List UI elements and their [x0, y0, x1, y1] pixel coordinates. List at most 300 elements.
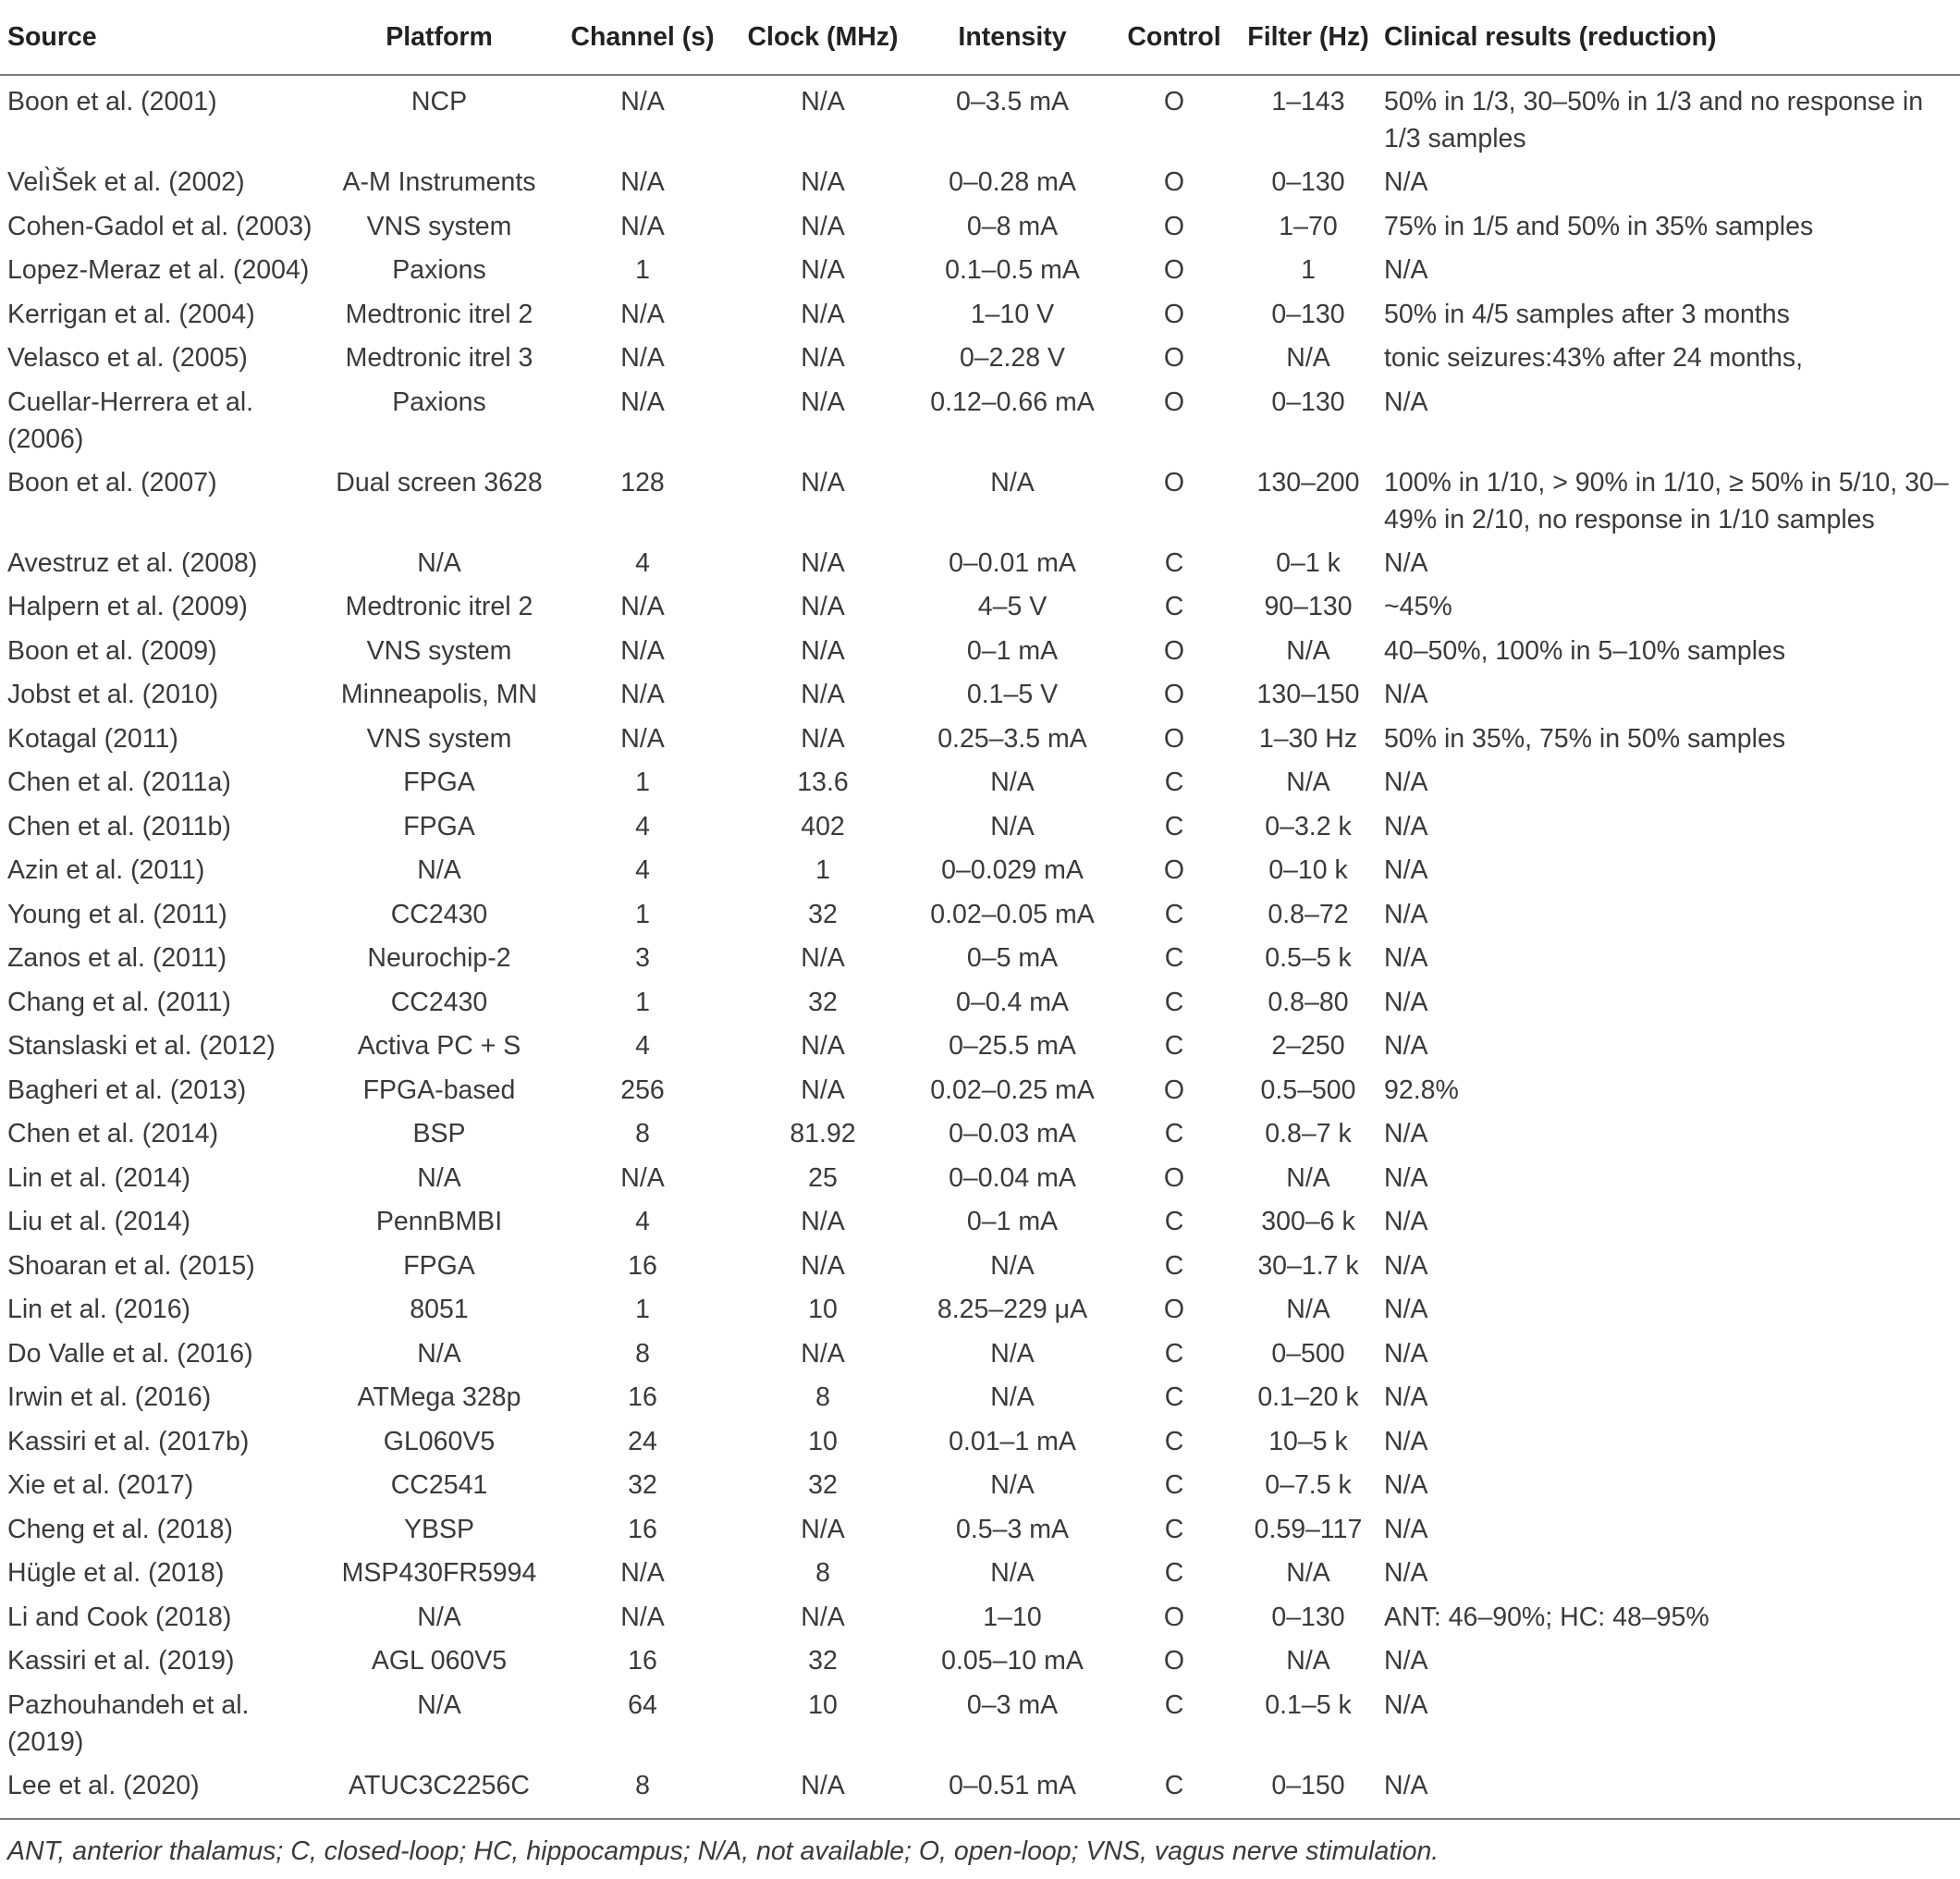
cell-intensity: 0–8 mA	[966, 211, 1059, 241]
cell-filter: 0.5–5 k	[1265, 943, 1352, 973]
cell-source: Kerrigan et al. (2004)	[7, 299, 255, 329]
cell-control: C	[1164, 1514, 1184, 1544]
cell-channel: 16	[628, 1646, 657, 1676]
cell-platform: VNS system	[366, 635, 512, 666]
cell-control: C	[1164, 1250, 1184, 1281]
cell-source: Avestruz et al. (2008)	[7, 547, 258, 578]
cell-control: O	[1163, 87, 1185, 117]
cell-intensity: 4–5 V	[977, 592, 1047, 621]
cell-control: C	[1164, 1338, 1184, 1369]
header-row	[0, 0, 1960, 75]
table-row	[0, 940, 1960, 984]
cell-channel: N/A	[620, 167, 665, 197]
cell-platform: N/A	[417, 1602, 461, 1632]
cell-filter: 0–130	[1271, 387, 1345, 417]
table-row	[0, 384, 1960, 464]
cell-control: O	[1163, 855, 1185, 885]
cell-filter: 0.5–500	[1260, 1075, 1356, 1105]
cell-clock: N/A	[801, 87, 845, 117]
cell-channel: N/A	[620, 299, 665, 329]
cell-intensity: N/A	[990, 1250, 1035, 1281]
table-body	[0, 75, 1960, 1819]
cell-source: Kotagal (2011)	[7, 723, 178, 754]
cell-source: Lin et al. (2014)	[7, 1162, 191, 1193]
table-row	[0, 984, 1960, 1028]
cell-filter: 30–1.7 k	[1257, 1250, 1359, 1281]
table-row	[0, 1247, 1960, 1292]
cell-channel: 24	[628, 1426, 657, 1456]
cell-source: Irwin et al. (2016)	[7, 1382, 212, 1412]
cell-source: Pazhouhandeh et al. (2019)	[7, 1689, 250, 1757]
cell-platform: CC2430	[390, 987, 488, 1017]
cell-platform: 8051	[410, 1295, 469, 1324]
cell-clock: 8	[815, 1382, 830, 1412]
cell-filter: 130–200	[1256, 467, 1360, 497]
cell-clinical-results: N/A	[1384, 768, 1428, 797]
cell-clock: 25	[808, 1162, 838, 1193]
cell-intensity: 0.5–3 mA	[956, 1514, 1069, 1544]
cell-source: Cuellar-Herrera et al. (2006)	[7, 387, 254, 454]
cell-clinical-results: N/A	[1384, 1689, 1428, 1720]
cell-control: O	[1163, 1075, 1185, 1105]
cell-channel: N/A	[620, 723, 665, 754]
cell-intensity: N/A	[990, 1558, 1035, 1588]
cell-clock: N/A	[801, 255, 845, 285]
cell-filter: N/A	[1286, 768, 1330, 797]
cell-source: Hügle et al. (2018)	[7, 1558, 225, 1588]
cell-platform: CC2541	[390, 1470, 488, 1500]
cell-channel: 8	[635, 1338, 650, 1369]
cell-source: Lin et al. (2016)	[7, 1295, 191, 1324]
cell-clock: N/A	[801, 299, 845, 329]
cell-source: Bagheri et al. (2013)	[7, 1075, 247, 1105]
cell-channel: 1	[635, 1295, 650, 1324]
cell-filter: 1–143	[1271, 87, 1345, 117]
cell-source: Young et al. (2011)	[7, 899, 227, 929]
cell-clock: 1	[815, 855, 830, 885]
cell-channel: N/A	[620, 680, 665, 709]
cell-channel: 1	[635, 987, 650, 1017]
cell-channel: N/A	[620, 1602, 665, 1632]
cell-filter: 0.8–80	[1268, 987, 1349, 1017]
cell-clock: 10	[808, 1295, 838, 1324]
cell-channel: N/A	[620, 592, 665, 621]
cell-clock: 81.92	[790, 1119, 856, 1148]
table-row	[0, 75, 1960, 164]
cell-filter: 2–250	[1271, 1031, 1345, 1061]
cell-clinical-results: N/A	[1384, 811, 1428, 841]
cell-clinical-results: N/A	[1384, 1382, 1428, 1412]
cell-clinical-results: 92.8%	[1384, 1075, 1459, 1105]
cell-filter: 300–6 k	[1261, 1207, 1355, 1236]
cell-platform: Dual screen 3628	[336, 467, 543, 497]
cell-intensity: 0–1 mA	[966, 1207, 1059, 1236]
cell-filter: 0–150	[1271, 1770, 1345, 1800]
cell-channel: 16	[628, 1382, 657, 1412]
cell-intensity: 0–3 mA	[966, 1689, 1059, 1720]
cell-filter: 0–3.2 k	[1265, 811, 1352, 841]
cell-source: Chen et al. (2014)	[7, 1119, 219, 1148]
cell-source: Velasco et al. (2005)	[7, 343, 248, 373]
cell-source: Chen et al. (2011b)	[7, 811, 231, 841]
cell-intensity: 0–0.03 mA	[949, 1119, 1076, 1148]
cell-clock: N/A	[801, 1338, 845, 1369]
cell-clinical-results: 50% in 4/5 samples after 3 months	[1384, 299, 1790, 329]
column-header-channel: Channel (s)	[559, 0, 726, 75]
cell-clinical-results: N/A	[1384, 1031, 1428, 1061]
cell-clock: N/A	[801, 547, 845, 578]
table-row	[0, 632, 1960, 677]
cell-filter: 0–500	[1271, 1338, 1345, 1369]
cell-clinical-results: N/A	[1384, 943, 1428, 973]
cell-channel: 4	[635, 855, 650, 885]
cell-control: C	[1164, 1470, 1184, 1500]
cell-clinical-results: N/A	[1384, 680, 1428, 709]
cell-channel: N/A	[620, 211, 665, 241]
cell-channel: 256	[620, 1075, 665, 1105]
cell-channel: 1	[635, 899, 650, 929]
cell-channel: 128	[620, 467, 665, 497]
table-row	[0, 676, 1960, 720]
cell-platform: FPGA	[403, 811, 475, 841]
cell-platform: N/A	[417, 855, 461, 885]
cell-channel: 16	[628, 1514, 657, 1544]
cell-intensity: 1–10	[983, 1602, 1042, 1632]
cell-control: C	[1164, 1558, 1184, 1588]
cell-clinical-results: 40–50%, 100% in 5–10% samples	[1384, 635, 1786, 666]
cell-control: O	[1163, 680, 1185, 709]
cell-clinical-results: N/A	[1384, 1646, 1428, 1676]
table-row	[0, 545, 1960, 589]
cell-clock: 10	[808, 1426, 838, 1456]
cell-filter: 10–5 k	[1268, 1426, 1348, 1456]
cell-clock: N/A	[801, 1075, 845, 1105]
cell-platform: N/A	[417, 1162, 461, 1193]
cell-control: C	[1164, 547, 1184, 578]
table-row	[0, 1072, 1960, 1116]
cell-platform: MSP430FR5994	[341, 1558, 537, 1588]
cell-filter: 1–70	[1279, 211, 1338, 241]
cell-intensity: N/A	[990, 1338, 1035, 1369]
cell-clock: N/A	[801, 1602, 845, 1632]
column-header-source: Source	[0, 0, 319, 75]
cell-control: O	[1163, 1646, 1185, 1676]
cell-clinical-results: ~45%	[1384, 592, 1452, 621]
cell-intensity: 1–10 V	[970, 299, 1055, 329]
cell-channel: N/A	[620, 635, 665, 666]
cell-platform: A-M Instruments	[342, 167, 536, 197]
cell-intensity: 0–2.28 V	[959, 343, 1066, 373]
cell-clinical-results: N/A	[1384, 1514, 1428, 1544]
cell-platform: N/A	[417, 1689, 461, 1720]
cell-clinical-results: N/A	[1384, 1338, 1428, 1369]
cell-clinical-results: N/A	[1384, 987, 1428, 1017]
cell-clinical-results: N/A	[1384, 1119, 1428, 1148]
cell-clock: N/A	[801, 1207, 845, 1236]
cell-intensity: 0–0.04 mA	[949, 1162, 1076, 1193]
cell-clock: 402	[801, 811, 845, 841]
cell-platform: Paxions	[392, 255, 486, 285]
cell-source: Boon et al. (2007)	[7, 467, 217, 497]
cell-intensity: N/A	[990, 1382, 1035, 1412]
cell-channel: 1	[635, 768, 650, 797]
table-row	[0, 896, 1960, 940]
cell-clock: 32	[808, 1646, 838, 1676]
cell-control: O	[1163, 299, 1185, 329]
cell-clinical-results: N/A	[1384, 547, 1428, 578]
table-row	[0, 764, 1960, 808]
table-row	[0, 1335, 1960, 1380]
cell-intensity: 0.05–10 mA	[941, 1646, 1084, 1676]
table-footnote: ANT, anterior thalamus; C, closed-loop; HC, hippocampus; N/A, not available; O, open-loop; VNS, vagus nerve stimulation.	[0, 1819, 1960, 1879]
cell-intensity: 0–0.28 mA	[949, 167, 1076, 197]
cell-filter: 130–150	[1256, 680, 1360, 709]
cell-clinical-results: N/A	[1384, 1295, 1428, 1324]
cell-intensity: N/A	[990, 1470, 1035, 1500]
cell-filter: 0–1 k	[1276, 547, 1341, 578]
cell-platform: VNS system	[366, 211, 512, 241]
cell-filter: N/A	[1286, 1646, 1330, 1676]
cell-intensity: 0–5 mA	[966, 943, 1059, 973]
cell-source: Kassiri et al. (2017b)	[7, 1426, 250, 1456]
cell-platform: FPGA	[403, 1250, 475, 1281]
cell-control: O	[1163, 387, 1185, 417]
column-header-intensity: Intensity	[920, 0, 1105, 75]
cell-source: Lee et al. (2020)	[7, 1770, 200, 1800]
table-row	[0, 1291, 1960, 1335]
cell-platform: BSP	[412, 1119, 466, 1148]
cell-filter: 0–7.5 k	[1265, 1470, 1352, 1500]
cell-clock: 8	[815, 1558, 830, 1588]
cell-clock: N/A	[801, 467, 845, 497]
cell-platform: AGL 060V5	[371, 1646, 508, 1676]
cell-source: Do Valle et al. (2016)	[7, 1338, 253, 1369]
cell-control: O	[1163, 343, 1185, 373]
cell-intensity: 0.02–0.05 mA	[930, 899, 1095, 929]
cell-filter: N/A	[1286, 1558, 1330, 1588]
table-row	[0, 208, 1960, 252]
cell-source: Velı̀Šek et al. (2002)	[7, 167, 245, 197]
cell-source: Kassiri et al. (2019)	[7, 1646, 235, 1676]
cell-clock: N/A	[801, 1770, 845, 1800]
column-header-filter: Filter (Hz)	[1243, 0, 1373, 75]
cell-clinical-results: 75% in 1/5 and 50% in 35% samples	[1384, 211, 1814, 241]
table-row	[0, 1687, 1960, 1767]
cell-control: O	[1163, 211, 1185, 241]
cell-clock: N/A	[801, 167, 845, 197]
cell-intensity: 0.12–0.66 mA	[930, 387, 1095, 417]
cell-clinical-results: N/A	[1384, 1250, 1428, 1281]
cell-platform: Paxions	[392, 387, 486, 417]
cell-clinical-results: N/A	[1384, 387, 1428, 417]
cell-filter: N/A	[1286, 343, 1330, 373]
cell-source: Liu et al. (2014)	[7, 1207, 191, 1236]
cell-control: O	[1163, 635, 1185, 666]
table-row	[0, 1511, 1960, 1555]
cell-clinical-results: N/A	[1384, 1162, 1428, 1193]
cell-intensity: N/A	[990, 467, 1035, 497]
cell-control: C	[1164, 943, 1184, 973]
cell-filter: 0.8–7 k	[1265, 1119, 1352, 1148]
table-row	[0, 1115, 1960, 1160]
cell-channel: 16	[628, 1250, 657, 1281]
cell-clock: 32	[808, 987, 838, 1017]
cell-channel: N/A	[620, 1162, 665, 1193]
table-row	[0, 588, 1960, 632]
table-row	[0, 1160, 1960, 1204]
cell-filter: 1–30 Hz	[1258, 723, 1358, 754]
table-row	[0, 720, 1960, 765]
cell-control: C	[1164, 1031, 1184, 1061]
cell-control: C	[1164, 1689, 1184, 1720]
cell-channel: 3	[635, 943, 650, 973]
cell-control: C	[1164, 899, 1184, 929]
table-row	[0, 1027, 1960, 1072]
cell-platform: PennBMBI	[375, 1207, 503, 1236]
cell-source: Xie et al. (2017)	[7, 1470, 194, 1500]
cell-platform: CC2430	[390, 899, 488, 929]
cell-source: Boon et al. (2009)	[7, 635, 217, 666]
cell-clinical-results: N/A	[1384, 1770, 1428, 1800]
cell-clock: 13.6	[797, 768, 849, 797]
column-header-clinical-results: Clinical results (reduction)	[1373, 0, 1960, 75]
cell-source: Cheng et al. (2018)	[7, 1514, 233, 1544]
cell-intensity: 0–1 mA	[966, 635, 1059, 666]
cell-intensity: 0.1–0.5 mA	[945, 255, 1080, 285]
cell-source: Boon et al. (2001)	[7, 87, 217, 117]
cell-intensity: 0–0.029 mA	[941, 855, 1084, 885]
cell-clinical-results: N/A	[1384, 1426, 1428, 1456]
cell-clinical-results: ANT: 46–90%; HC: 48–95%	[1384, 1602, 1709, 1632]
cell-clock: 32	[808, 899, 838, 929]
cell-control: C	[1164, 592, 1184, 621]
cell-clock: 10	[808, 1689, 838, 1720]
cell-platform: Minneapolis, MN	[340, 680, 538, 709]
table-row	[0, 339, 1960, 384]
cell-intensity: 0.01–1 mA	[949, 1426, 1076, 1456]
column-header-platform: Platform	[319, 0, 559, 75]
cell-channel: N/A	[620, 343, 665, 373]
cell-platform: N/A	[417, 547, 461, 578]
cell-filter: 0–10 k	[1268, 855, 1348, 885]
cell-platform: Medtronic itrel 2	[345, 299, 533, 329]
cell-platform: Activa PC + S	[357, 1031, 521, 1061]
cell-control: C	[1164, 1119, 1184, 1148]
cell-control: O	[1163, 167, 1185, 197]
cell-intensity: 0–0.01 mA	[949, 547, 1076, 578]
cell-control: C	[1164, 1426, 1184, 1456]
cell-control: C	[1164, 811, 1184, 841]
table-row	[0, 164, 1960, 208]
cell-platform: Neurochip-2	[367, 943, 511, 973]
cell-source: Lopez-Meraz et al. (2004)	[7, 255, 310, 285]
cell-intensity: 0.1–5 V	[966, 680, 1059, 709]
cell-control: O	[1163, 723, 1185, 754]
cell-control: O	[1163, 1162, 1185, 1193]
cell-source: Chen et al. (2011a)	[7, 768, 231, 797]
table-row	[0, 1642, 1960, 1687]
table-row	[0, 464, 1960, 545]
table-row	[0, 852, 1960, 896]
column-header-clock: Clock (MHz)	[726, 0, 920, 75]
cell-platform: FPGA	[403, 768, 475, 797]
table-row	[0, 296, 1960, 340]
cell-clock: N/A	[801, 1514, 845, 1544]
cell-channel: N/A	[620, 87, 665, 117]
cell-source: Cohen-Gadol et al. (2003)	[7, 211, 312, 241]
cell-filter: 0.1–5 k	[1265, 1689, 1352, 1720]
cell-channel: 1	[635, 255, 650, 285]
cell-clinical-results: tonic seizures:43% after 24 months,	[1384, 343, 1804, 373]
cell-platform: ATUC3C2256C	[349, 1770, 530, 1800]
cell-channel: 4	[635, 811, 650, 841]
cell-control: O	[1163, 1295, 1185, 1324]
cell-filter: 90–130	[1264, 592, 1353, 621]
cell-clinical-results: 100% in 1/10, > 90% in 1/10, ≥ 50% in 5/10, 30–49% in 2/10, no response in 1/10 samples	[1384, 467, 1949, 534]
cell-clinical-results: N/A	[1384, 1207, 1428, 1236]
cell-platform: N/A	[417, 1338, 461, 1369]
cell-clock: N/A	[801, 635, 845, 666]
cell-clinical-results: N/A	[1384, 167, 1428, 197]
cell-intensity: N/A	[990, 811, 1035, 841]
cell-control: C	[1164, 1770, 1184, 1800]
cell-channel: 4	[635, 547, 650, 578]
cell-intensity: 0–0.51 mA	[949, 1770, 1076, 1800]
table-row	[0, 252, 1960, 296]
cell-clock: 32	[808, 1470, 838, 1500]
cell-clinical-results: N/A	[1384, 255, 1428, 285]
footnote-row	[0, 1819, 1960, 1879]
cell-platform: Medtronic itrel 2	[345, 592, 533, 621]
cell-clock: N/A	[801, 211, 845, 241]
cell-source: Stanslaski et al. (2012)	[7, 1031, 276, 1061]
cell-channel: 32	[628, 1470, 657, 1500]
cell-clinical-results: N/A	[1384, 1470, 1428, 1500]
table-row	[0, 1599, 1960, 1643]
cell-intensity: 0.25–3.5 mA	[937, 723, 1087, 754]
cell-source: Azin et al. (2011)	[7, 855, 205, 885]
cell-clock: N/A	[801, 387, 845, 417]
cell-platform: FPGA-based	[362, 1075, 516, 1105]
cell-filter: 0.1–20 k	[1257, 1382, 1359, 1412]
column-header-control: Control	[1105, 0, 1243, 75]
cell-filter: 0.8–72	[1268, 899, 1349, 929]
table-row	[0, 1554, 1960, 1599]
cell-platform: NCP	[410, 87, 468, 117]
cell-clock: N/A	[801, 723, 845, 754]
cell-channel: N/A	[620, 387, 665, 417]
cell-control: C	[1164, 768, 1184, 797]
cell-intensity: N/A	[990, 768, 1035, 797]
cell-channel: 64	[628, 1689, 657, 1720]
cell-source: Li and Cook (2018)	[7, 1602, 232, 1632]
cell-channel: 8	[635, 1770, 650, 1800]
cell-channel: N/A	[620, 1558, 665, 1588]
cell-control: O	[1163, 255, 1185, 285]
cell-intensity: 8.25–229 μA	[937, 1295, 1088, 1324]
cell-clock: N/A	[801, 680, 845, 709]
cell-source: Chang et al. (2011)	[7, 987, 231, 1017]
cell-control: O	[1163, 467, 1185, 497]
cell-filter: 0–130	[1271, 167, 1345, 197]
cell-control: O	[1163, 1602, 1185, 1632]
cell-filter: 0.59–117	[1254, 1514, 1363, 1544]
cell-filter: N/A	[1286, 635, 1330, 666]
cell-clinical-results: N/A	[1384, 1558, 1428, 1588]
cell-source: Shoaran et al. (2015)	[7, 1250, 255, 1281]
cell-intensity: 0–25.5 mA	[949, 1031, 1076, 1061]
table-row	[0, 1467, 1960, 1511]
